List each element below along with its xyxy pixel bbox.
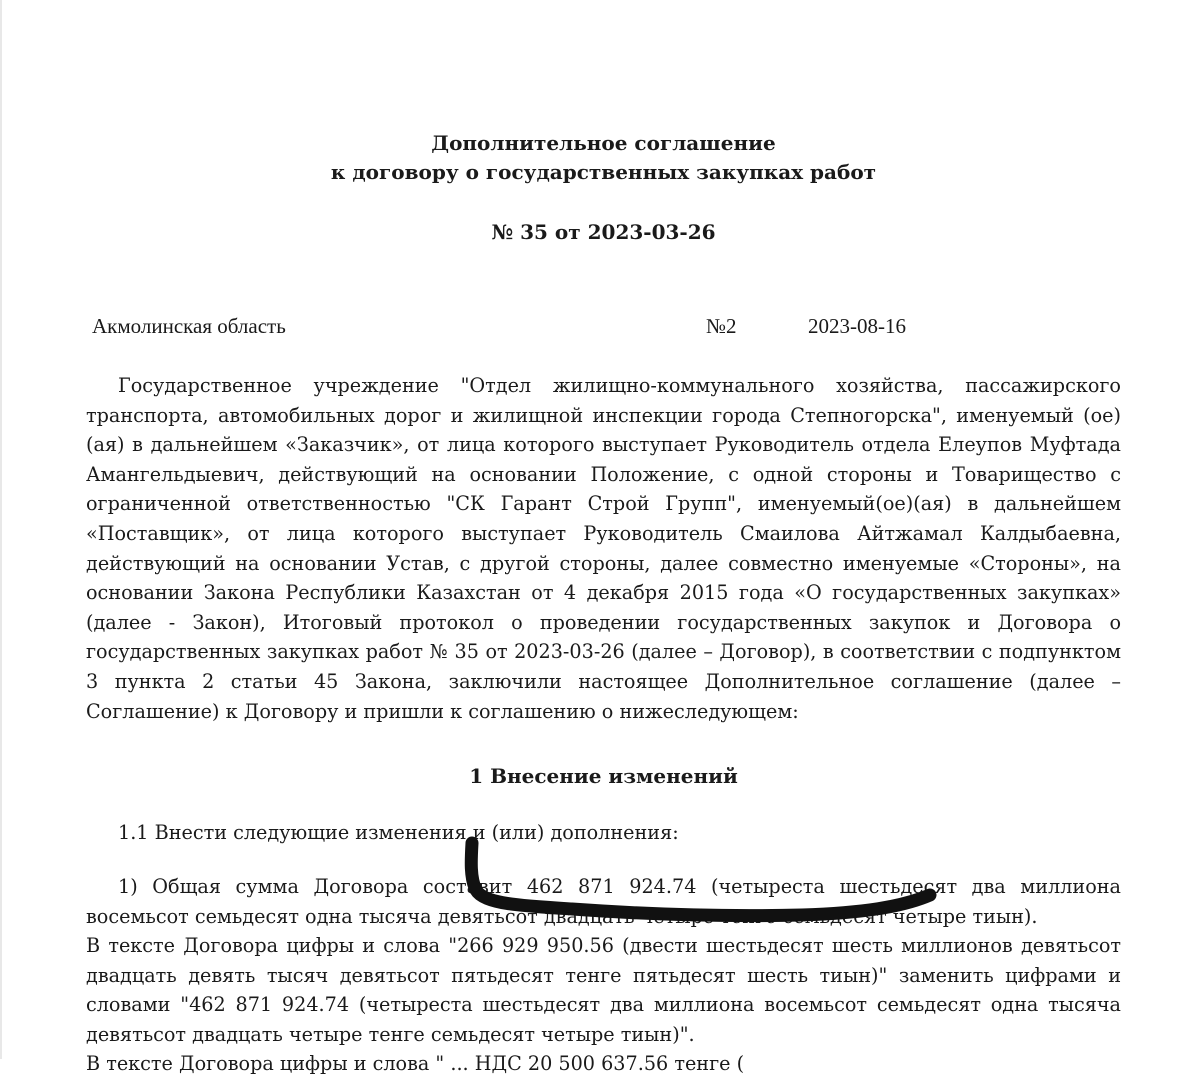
clause-partial-text: В тексте Договора цифры и слова " ... НДС 20 500 637.56 тенге (: [86, 1052, 745, 1075]
document-title: Дополнительное соглашение: [431, 131, 776, 155]
section-heading: 1 Внесение изменений: [469, 764, 738, 788]
document-subtitle: к договору о государственных закупках работ: [330, 160, 877, 184]
clause-1: 1) Общая сумма Договора составит 462 871 924.74 (четыреста шестьдесят два миллиона восемьсот семьдесят одна тысяча девятьсот двадцать четыре тенге семьдесят четыре тиын).: [86, 875, 1121, 928]
contract-reference: № 35 от 2023-03-26: [491, 220, 716, 244]
region-label: Акмолинская область: [92, 314, 286, 338]
clause-1-1: 1.1 Внести следующие изменения и (или) дополнения:: [118, 821, 679, 844]
clause-replacement-text: В тексте Договора цифры и слова "266 929 950.56 (двести шестьдесят шесть миллионов девятьсот двадцать девять тысяч девятьсот пятьдесят тенге пятьдесят шесть тиын)" заменить цифрами и словами "462 871 924.74 (четыреста шестьдесят два миллиона восемьсот семьдесят одна тысяча девятьсот двадцать четыре тенге семьдесят четыре тиын)".: [86, 934, 1121, 1046]
intro-paragraph: Государственное учреждение "Отдел жилищно-коммунального хозяйства, пассажирского транспорта, автомобильных дорог и жилищной инспекции города Степногорска", именуемый (ое)(ая) в дальнейшем «Заказчик», от лица которого выступает Руководитель отдела Елеупов Муфтада Амангельдыевич, действующий на основании Положение, с одной стороны и Товарищество с ограниченной ответственностью "СК Гарант Строй Групп", именуемый(ое)(ая) в дальнейшем «Поставщик», от лица которого выступает Руководитель Смаилова Айтжамал Калдыбаевна, действующий на основании Устав, с другой стороны, далее совместно именуемые «Стороны», на основании Закона Республики Казахстан от 4 декабря 2015 года «О государственных закупках» (далее - Закон), Итоговый протокол о проведении государственных закупок и Договора о государственных закупках работ № 35 от 2023-03-26 (далее – Договор), в соответствии с подпунктом 3 пункта 2 статьи 45 Закона, заключили настоящее Дополнительное соглашение (далее – Соглашение) к Договору и пришли к соглашению о нижеследующем:: [86, 374, 1121, 723]
agreement-date: 2023-08-16: [808, 314, 906, 338]
agreement-number: №2: [706, 314, 737, 338]
